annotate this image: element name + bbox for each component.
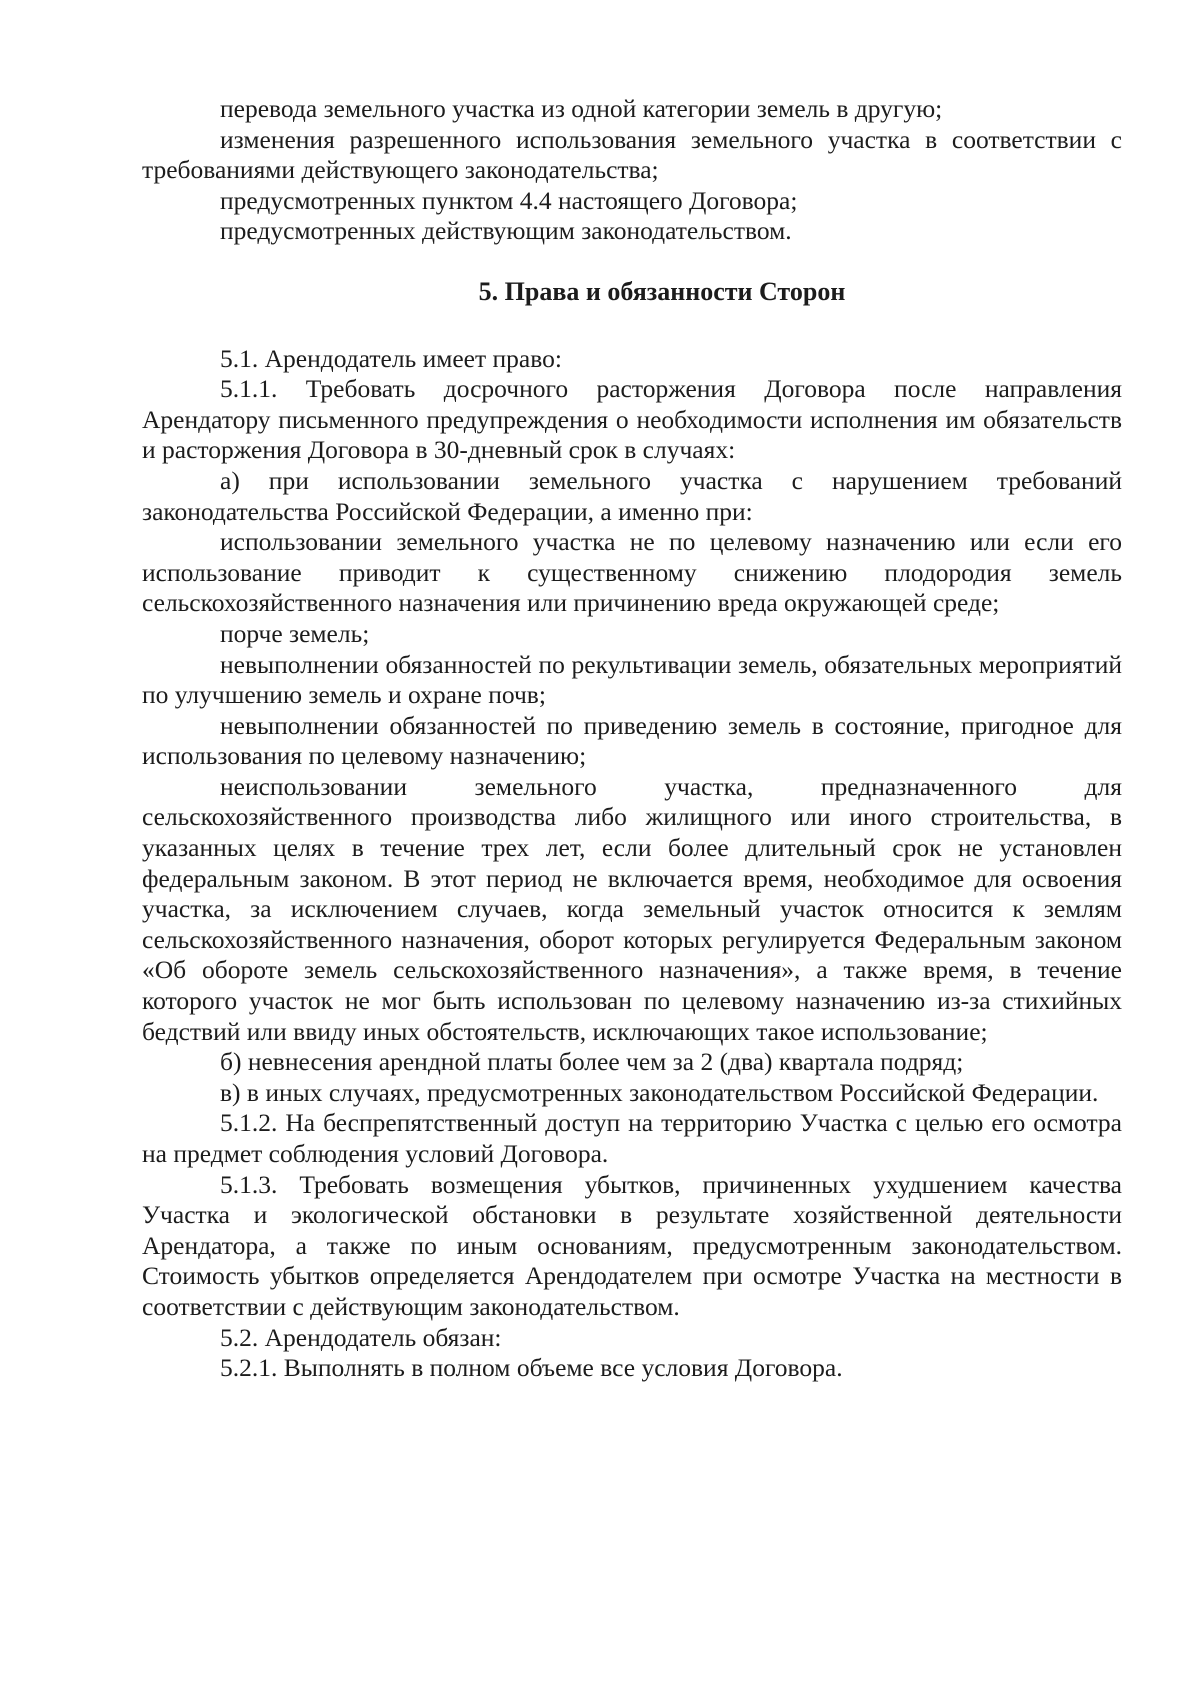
intro-paragraph-1: перевода земельного участка из одной категории земель в другую; [220, 94, 943, 123]
clause-5-1: 5.1. Арендодатель имеет право: [220, 343, 562, 373]
clause-restoration: невыполнении обязанностей по приведению земель в состояние, пригодное для использования по целевому назначению; [142, 710, 1122, 771]
intro-paragraph-3: предусмотренных пунктом 4.4 настоящего Договора; [220, 185, 798, 215]
document-content [142, 94, 1122, 1384]
clause-nonuse: неиспользовании земельного участка, предназначенного для сельскохозяйственного производства либо жилищного или иного строительства, в указанных целях в течение трех лет, если более длительный срок не установлен федеральным законом. В этот период не включается время, необходимое для освоения участка, за исключением случаев, когда земельный участок относится к землям сельскохозяйственного назначения, оборот которых регулируется Федеральным законом «Об обороте земель сельскохозяйственного назначения», а также время, в течение которого участок не мог быть использован по целевому назначению из-за стихийных бедствий или ввиду иных обстоятельств, исключающих такое использование; [142, 771, 1122, 1046]
clause-5-2-1: 5.2.1. Выполнять в полном объеме все условия Договора. [220, 1353, 843, 1383]
clause-5-2: 5.2. Арендодатель обязан: [220, 1322, 502, 1352]
clause-5-1-3: 5.1.3. Требовать возмещения убытков, причиненных ухудшением качества Участка и экологической обстановки в результате хозяйственной деятельности Арендатора, а также по иным основаниям, предусмотренным законодательством. Стоимость убытков определяется Арендодателем при осмотре Участка на местности в соответствии с действующим законодательством. [142, 1169, 1122, 1321]
clause-5-1-2: 5.1.2. На беспрепятственный доступ на территорию Участка с целью его осмотра на предмет соблюдения условий Договора. [142, 1108, 1122, 1168]
clause-recultivation: невыполнении обязанностей по рекультивации земель, обязательных мероприятий по улучшению земель и охране почв; [142, 649, 1122, 710]
clause-b: б) невнесения арендной платы более чем за 2 (два) квартала подряд; [220, 1047, 964, 1077]
section-heading: 5. Права и обязанности Сторон [478, 276, 846, 306]
clause-a: а) при использовании земельного участка с нарушением требований законодательства Российской Федерации, а именно при: [142, 465, 1122, 526]
clause-damage: порче земель; [220, 618, 370, 648]
intro-paragraph-4: предусмотренных действующим законодательством. [220, 216, 792, 246]
clause-5-1-1: 5.1.1. Требовать досрочного расторжения Договора после направления Арендатору письменного предупреждения о необходимости исполнения им обязательств и расторжения Договора в 30-дневный срок в случаях: [142, 374, 1122, 465]
intro-paragraph-2: изменения разрешенного использования земельного участка в соответствии с требованиями действующего законодательства; [142, 124, 1122, 185]
clause-v: в) в иных случаях, предусмотренных законодательством Российской Федерации. [220, 1077, 1099, 1107]
clause-misuse: использовании земельного участка не по целевому назначению или если его использование приводит к существенному снижению плодородия земель сельскохозяйственного назначения или причинению вреда окружающей среде; [142, 527, 1122, 618]
